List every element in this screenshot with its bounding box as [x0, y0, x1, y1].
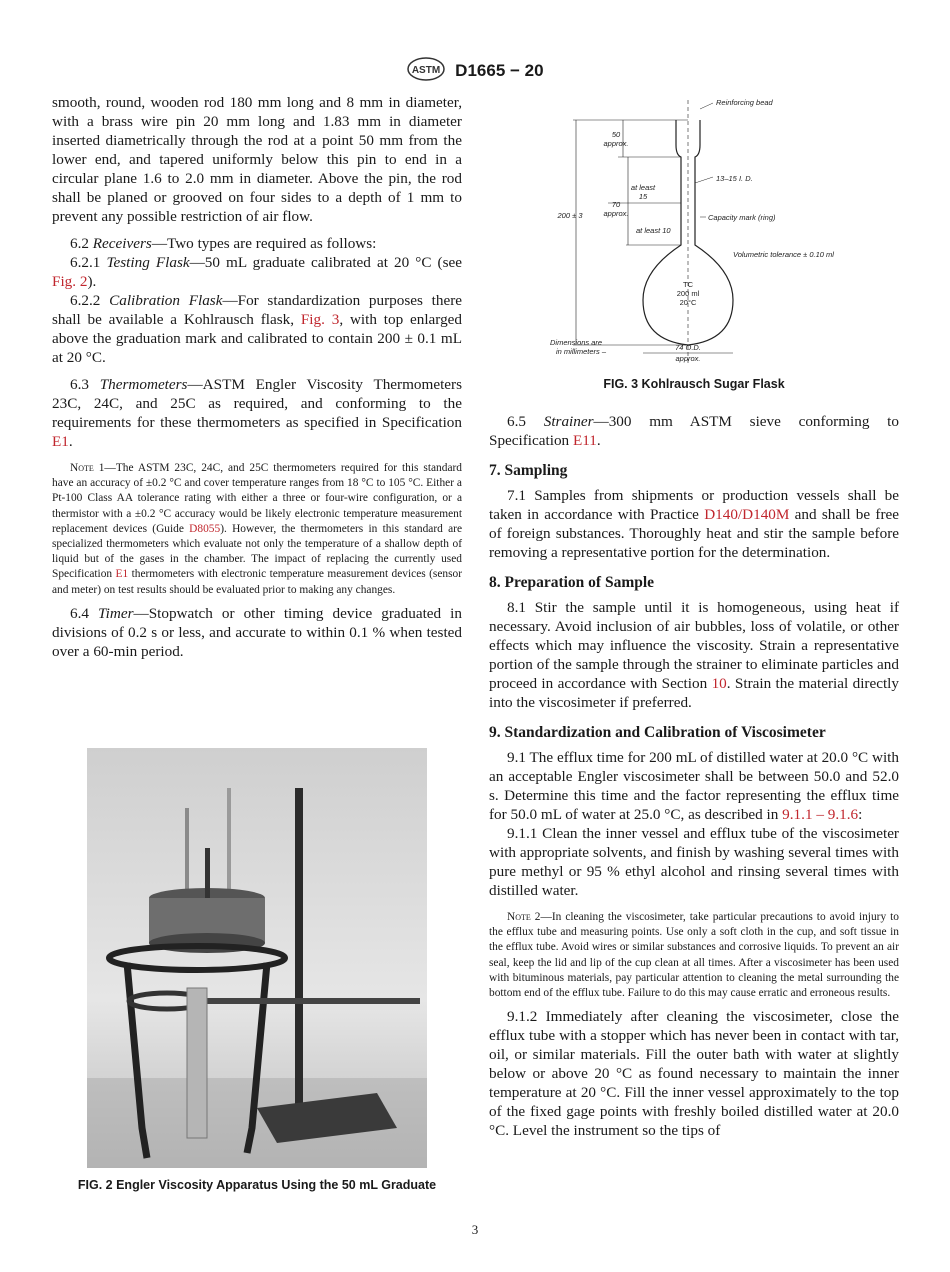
section-6-5: 6.5 Strainer—300 mm ASTM sieve conforming to Specification E11.: [489, 413, 899, 449]
label-50: 50: [611, 130, 621, 139]
label-50-approx: approx.: [603, 139, 629, 148]
e1-link[interactable]: E1: [52, 433, 69, 450]
label-atleast10: at least 10: [636, 226, 671, 235]
note-2: Note 2—In cleaning the viscosimeter, take particular precautions to avoid injury to the efflux tube and measuring points. Use only a soft cloth in the cup, and soft tissue in the efflux tube. Avoid wires or similar substances and corrosive liquids. To prevent an air seal, keep the lid and lip of the cup clean at all times. After a viscosimeter has been used with bituminous materials, pay particular attention to cleaning the metal surrounding the bottom end of the efflux tube. Failure to do this may cause erratic and erroneous results.: [489, 911, 899, 1000]
fig3-link[interactable]: Fig. 3: [300, 311, 340, 328]
label-od: 74 O.D.: [675, 343, 701, 352]
heading-standardization: 9. Standardization and Calibration of Viscosimeter: [489, 724, 826, 741]
d140-link[interactable]: D140/D140M: [704, 506, 790, 523]
label-dims2: in millimeters –: [556, 347, 607, 356]
section-6-2-2: 6.2.2 Calibration Flask—For standardization purposes there shall be available a Kohlrausch flask, Fig. 3, with top enlarged above the graduation mark and calibrated to contain 200 ± 0.1 mL at 20 °C.: [52, 292, 463, 366]
fig2-photo: [87, 748, 427, 1168]
fig2-caption: FIG. 2 Engler Viscosity Apparatus Using the 50 mL Graduate: [77, 1178, 437, 1192]
right-column: [489, 412, 899, 1140]
heading-preparation: 8. Preparation of Sample: [489, 574, 655, 591]
page-header: [0, 56, 950, 87]
label-70: 70: [611, 200, 621, 209]
section-9-1-2: 9.1.2 Immediately after cleaning the viscosimeter, close the efflux tube with a stopper which has never been in contact with tar, oil, or similar materials. Fill the outer bath with water at slightly below or above 20 °C as found necessary to maintain the inner temperature at 20 °C. Fill the inner vessel approximately to the top of the fixed gage points with freshly boiled distilled water at 20.0 °C. Level the instrument so the tips of: [489, 1008, 899, 1140]
section-10-link[interactable]: 10: [711, 675, 727, 692]
fig3-caption: FIG. 3 Kohlrausch Sugar Flask: [603, 377, 785, 391]
section-9-1-1-link[interactable]: 9.1.1 – 9.1.6: [782, 806, 859, 823]
page-number: 3: [471, 1222, 479, 1237]
label-200ml: 200 ml: [676, 289, 700, 298]
label-height: 200 ± 3: [557, 211, 583, 220]
left-column: [52, 93, 462, 661]
e11-link[interactable]: E11: [572, 432, 597, 449]
fig3-drawing: [548, 95, 848, 365]
svg-text:ASTM: ASTM: [412, 65, 441, 76]
label-reinforcing-bead: Reinforcing bead: [716, 98, 773, 107]
paragraph-continued: smooth, round, wooden rod 180 mm long and 8 mm in diameter, with a brass wire pin 20 mm long and 1.83 mm in diameter inserted diametrically through the rod at a point 50 mm from the lower end, and tapered uniformly below this pin to end in a circular plane 1.6 to 2.0 mm in diameter. Above the pin, the rod shall be planed or grooved on four sides to a depth of 1 mm to prevent any possible restriction of air flow.: [52, 94, 462, 225]
designation: D1665 − 20: [455, 60, 544, 80]
section-9-1-1: 9.1.1 Clean the inner vessel and efflux tube of the viscosimeter with appropriate solvents, and finish by washing several times with pure methyl or 95 % ethyl alcohol and rinsing several times with distilled water.: [489, 825, 899, 899]
label-od-approx: approx.: [675, 354, 701, 363]
section-7-1: 7.1 Samples from shipments or production vessels shall be taken in accordance with Practice D140/D140M and shall be free of foreign substances. Thoroughly heat and stir the sample before removing a representative portion for the determination.: [489, 487, 899, 561]
label-id: 13–15 I. D.: [716, 174, 753, 183]
heading-sampling: 7. Sampling: [489, 462, 568, 479]
label-dims1: Dimensions are: [550, 338, 603, 347]
d8055-link[interactable]: D8055: [189, 522, 221, 535]
label-70-approx: approx.: [603, 209, 629, 218]
label-15: 15: [638, 192, 648, 201]
label-tolerance: Volumetric tolerance ± 0.10 ml: [733, 250, 834, 259]
label-20c: 20°C: [679, 298, 697, 307]
e1-note-link[interactable]: E1: [115, 568, 129, 581]
section-6-2-1: 6.2.1 Testing Flask—50 mL graduate calibrated at 20 °C (see Fig. 2).: [52, 254, 462, 290]
section-9-1: 9.1 The efflux time for 200 mL of distilled water at 20.0 °C with an acceptable Engler viscosimeter shall be between 50.0 and 52.0 s. Determine this time and the factor representing the efflux time for 50.0 mL of water at 25.0 °C, as described in 9.1.1 – 9.1.6:: [489, 749, 899, 823]
astm-logo-icon: [406, 56, 446, 87]
section-6-4: 6.4 Timer—Stopwatch or other timing device graduated in divisions of 0.2 s or less, and accurate to within 0.1 % when tested over a 60-min period.: [52, 604, 463, 660]
label-tc: TC: [683, 280, 693, 289]
section-6-2: 6.2 Receivers—Two types are required as follows:: [70, 235, 377, 252]
section-6-3: 6.3 Thermometers—ASTM Engler Viscosity Thermometers 23C, 24C, and 25C as required, and conforming to the requirements for these thermometers as specified in Specification E1.: [52, 376, 462, 450]
note-1: Note 1—The ASTM 23C, 24C, and 25C thermometers required for this standard have an accuracy of ±0.2 °C and cover temperature ranges from 18 °C to 105 °C. Either a Pt-100 Class AA tolerance rating with either a three or four-wire configuration, or a thermistor with a ±0.2 °C accuracy would be likely electronic temperature measurement replacement devices (Guide D8055). However, the thermometers in this standard are specialized thermometers which evaluate not only the temperature of a shallow depth of liquid but of the gases in the chamber. The impact of replacing the currently used Specification E1 thermometers with electronic temperature measurement devices (sensor and meter) on test results should be evaluated prior to making any changes.: [52, 462, 462, 596]
fig2-link[interactable]: Fig. 2: [52, 273, 88, 290]
label-atleast: at least: [630, 183, 656, 192]
label-capacity: Capacity mark (ring): [708, 213, 776, 222]
section-8-1: 8.1 Stir the sample until it is homogeneous, using heat if necessary. Avoid inclusion of air bubbles, loss of volatile, or other effects which may influence the viscosity. Strain a representative portion of the sample through the strainer to eliminate particles and proceed in accordance with Section 10. Strain the material directly into the viscosimeter if preferred.: [489, 599, 899, 711]
